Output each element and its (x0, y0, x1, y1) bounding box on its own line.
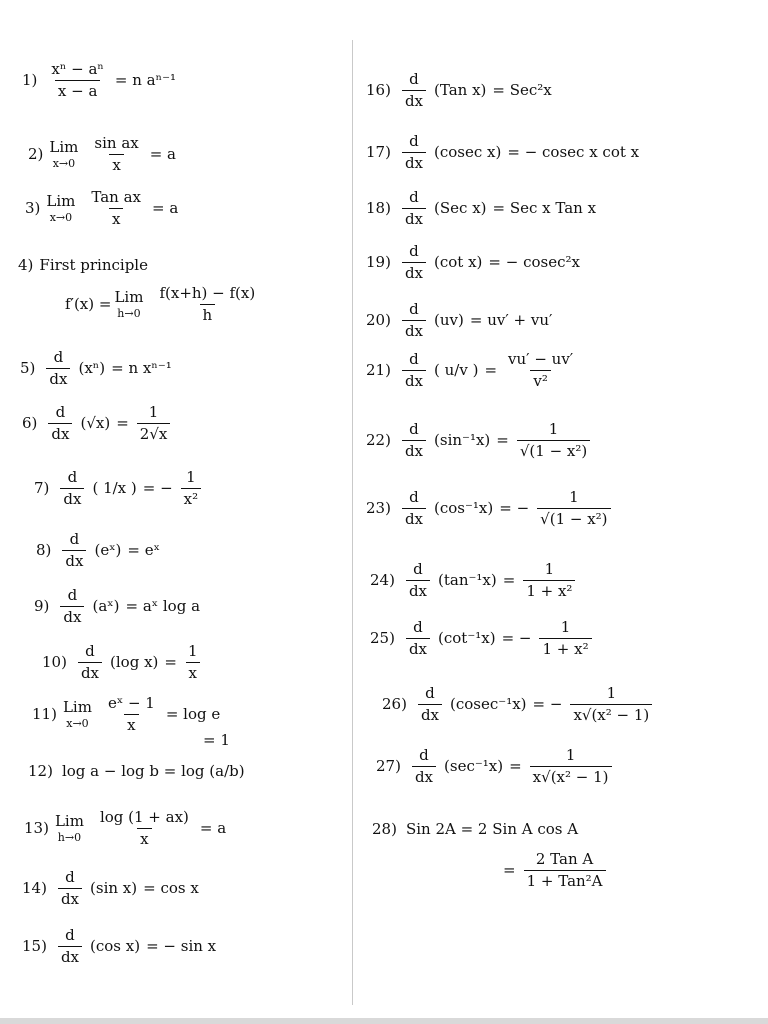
operand: (sin⁻¹x) (434, 431, 491, 449)
result-fraction (539, 620, 591, 657)
operand: ( 1/x ) (92, 479, 137, 497)
formula-number: 4) (18, 256, 34, 274)
operand: (aˣ) (92, 597, 120, 615)
formula-number: 24) (370, 571, 395, 589)
formula-13 (24, 810, 229, 847)
result: = cos x (143, 879, 199, 897)
operand: (uv) (434, 311, 464, 329)
formula-number: 15) (22, 937, 47, 955)
limit (46, 194, 75, 223)
formula-number: 22) (366, 431, 391, 449)
numerator: 1 (544, 560, 555, 578)
formula-8 (36, 532, 163, 569)
section-heading: First principle (39, 256, 148, 274)
limit (49, 140, 78, 169)
formula-9 (34, 588, 203, 625)
formula-number: 12) (28, 762, 53, 780)
numerator: d (65, 926, 75, 944)
equals: = − (499, 499, 530, 517)
limit-label: Lim (62, 698, 92, 716)
formula-20 (366, 302, 555, 339)
formula-11-continuation (200, 733, 233, 748)
numerator: d (67, 468, 78, 486)
formula-number: 25) (370, 629, 395, 647)
numerator: d (69, 530, 80, 548)
denominator: dx (402, 262, 426, 281)
result-fraction (530, 748, 612, 785)
numerator: d (55, 403, 66, 421)
operand: (xⁿ) (78, 359, 106, 377)
result-fraction (517, 422, 590, 459)
numerator: d (409, 488, 419, 506)
result: = − sin x (146, 937, 217, 955)
equals: = (116, 414, 129, 432)
formula-number: 6) (22, 414, 38, 432)
derivative-operator (46, 350, 70, 387)
numerator: d (409, 242, 419, 260)
operand: (sin x) (90, 879, 138, 897)
result: = log e (165, 705, 221, 723)
operand: (cosec⁻¹x) (450, 695, 527, 713)
result-fraction (523, 562, 575, 599)
numerator: d (409, 420, 419, 438)
column-divider (352, 40, 353, 1005)
denominator: 2√x (137, 423, 171, 442)
denominator: dx (402, 440, 426, 459)
denominator: dx (46, 368, 70, 387)
formula-12 (28, 764, 248, 779)
derivative-operator (48, 405, 72, 442)
denominator: dx (412, 766, 436, 785)
limit-sub: h→0 (57, 831, 82, 844)
numerator: d (53, 348, 64, 366)
identity: Sin 2A = 2 Sin A cos A (405, 820, 579, 838)
denominator: dx (48, 423, 72, 442)
denominator: x (109, 154, 123, 173)
denominator: x (109, 208, 123, 227)
denominator: dx (60, 606, 84, 625)
derivative-operator (58, 870, 82, 907)
numerator: 1 (186, 468, 196, 486)
result: = − cosec x cot x (507, 143, 640, 161)
derivative-operator (78, 644, 102, 681)
formula-23 (366, 490, 616, 527)
formula-number: 9) (34, 597, 50, 615)
formula-number: 5) (20, 359, 36, 377)
numerator: Tan ax (91, 188, 142, 206)
numerator: 1 (548, 420, 559, 438)
denominator: 1 + Tan²A (524, 870, 606, 889)
numerator: 1 (187, 642, 198, 660)
derivative-operator (406, 620, 430, 657)
operand: (cos x) (90, 937, 141, 955)
derivative-operator (418, 686, 442, 723)
numerator: log (1 + ax) (99, 808, 189, 826)
operand: (cos⁻¹x) (434, 499, 494, 517)
derivative-operator (60, 588, 84, 625)
formula-10 (42, 644, 206, 681)
denominator: 1 + x² (539, 638, 591, 657)
denominator: v² (530, 370, 551, 389)
denominator: dx (418, 704, 442, 723)
operand: (Sec x) (434, 199, 487, 217)
limit (55, 814, 84, 843)
operand: ( u/v ) (434, 361, 479, 379)
formula-4 (62, 286, 263, 323)
fraction (156, 286, 258, 323)
denominator: dx (78, 662, 102, 681)
equals: = (496, 431, 509, 449)
formula-18 (366, 190, 599, 227)
denominator: dx (60, 488, 84, 507)
result: = uv′ + vu′ (469, 311, 553, 329)
limit (114, 290, 143, 319)
result-fraction (505, 352, 576, 389)
numerator: f(x+h) − f(x) (159, 284, 256, 302)
formula-number: 10) (42, 653, 67, 671)
denominator: x² (181, 488, 201, 507)
denominator: 1 + x² (523, 580, 575, 599)
formula-24 (370, 562, 580, 599)
denominator: dx (406, 638, 430, 657)
fraction (91, 136, 141, 173)
formula-21 (366, 352, 581, 389)
result: = − cosec²x (488, 253, 580, 271)
equals: = (509, 757, 522, 775)
formula-28 (372, 822, 581, 837)
formula-22 (366, 422, 595, 459)
denominator: dx (402, 152, 426, 171)
result-fraction (181, 470, 201, 507)
derivative-operator (412, 748, 436, 785)
numerator: vu′ − uv′ (508, 350, 574, 368)
formula-11 (32, 696, 223, 733)
fraction (105, 696, 158, 733)
derivative-operator (62, 532, 86, 569)
numerator: d (409, 300, 419, 318)
derivative-operator (406, 562, 430, 599)
operand: (cot⁻¹x) (438, 629, 496, 647)
limit-sub: x→0 (66, 717, 89, 730)
limit-sub: x→0 (52, 157, 76, 170)
derivative-operator (402, 190, 426, 227)
formula-number: 17) (366, 143, 391, 161)
formula-3 (25, 190, 181, 227)
operand: (log x) (110, 653, 159, 671)
operand: (√x) (80, 414, 111, 432)
formula-number: 26) (382, 695, 407, 713)
denominator: dx (402, 320, 426, 339)
derivative-operator (402, 134, 426, 171)
limit (63, 700, 92, 729)
derivative-operator (58, 928, 82, 965)
formula-27 (376, 748, 617, 785)
formula-5 (20, 350, 175, 387)
operand: (eˣ) (94, 541, 122, 559)
denominator: dx (402, 90, 426, 109)
result-fraction (137, 405, 171, 442)
limit-label: Lim (49, 138, 79, 156)
equals: = (502, 571, 516, 589)
formula-16 (366, 72, 555, 109)
operand: (tan⁻¹x) (438, 571, 497, 589)
formula-number: 28) (372, 820, 397, 838)
formula-number: 23) (366, 499, 391, 517)
derivative-operator (402, 422, 426, 459)
limit-label: Lim (46, 192, 76, 210)
formula-19 (366, 244, 583, 281)
lhs: f′(x) = (65, 295, 112, 313)
derivative-operator (402, 302, 426, 339)
denominator: √(1 − x²) (517, 440, 590, 459)
result-fraction (570, 686, 652, 723)
numerator: d (419, 746, 429, 764)
numerator: 2 Tan A (535, 850, 594, 868)
formula-17 (366, 134, 642, 171)
formula-number: 27) (376, 757, 401, 775)
derivative-operator (402, 72, 426, 109)
denominator: √(1 − x²) (537, 508, 610, 527)
numerator: d (65, 868, 75, 886)
formula-number: 18) (366, 199, 391, 217)
derivative-operator (402, 490, 426, 527)
numerator: d (413, 560, 423, 578)
formula-28-continuation (500, 852, 611, 889)
operand: (cosec x) (434, 143, 502, 161)
result: = 1 (203, 731, 230, 749)
equals: = − (142, 479, 173, 497)
operand: (sec⁻¹x) (444, 757, 504, 775)
result: = Sec²x (492, 81, 552, 99)
limit-label: Lim (114, 288, 144, 306)
numerator: d (409, 132, 419, 150)
denominator: x − a (55, 80, 101, 99)
formula-number: 20) (366, 311, 391, 329)
derivative-operator (402, 244, 426, 281)
denominator: dx (402, 208, 426, 227)
derivative-operator (60, 470, 84, 507)
page-bottom-edge (0, 1018, 768, 1024)
equals: = (503, 861, 516, 879)
formula-number: 11) (32, 705, 57, 723)
result: = n aⁿ⁻¹ (114, 71, 177, 89)
formula-2 (28, 136, 179, 173)
formula-number: 14) (22, 879, 47, 897)
operand: (cot x) (434, 253, 483, 271)
formula-4-heading (18, 258, 148, 273)
denominator: h (200, 304, 216, 323)
numerator: 1 (148, 403, 159, 421)
formula-number: 7) (34, 479, 50, 497)
formula-6 (22, 405, 175, 442)
numerator: xⁿ − aⁿ (51, 60, 104, 78)
identity: log a − log b = log (a/b) (61, 762, 245, 780)
denominator: x (124, 714, 138, 733)
denominator: x√(x² − 1) (570, 704, 652, 723)
numerator: d (67, 586, 78, 604)
denominator: dx (406, 580, 430, 599)
derivative-operator (402, 352, 426, 389)
denominator: dx (402, 508, 426, 527)
result-fraction (524, 852, 606, 889)
limit-label: Lim (54, 812, 84, 830)
formula-14 (22, 870, 202, 907)
formula-26 (382, 686, 657, 723)
numerator: d (409, 188, 419, 206)
result: = Sec x Tan x (492, 199, 597, 217)
fraction (88, 190, 144, 227)
equals: = (484, 361, 498, 379)
formula-number: 2) (28, 145, 44, 163)
denominator: dx (62, 550, 86, 569)
result: = n xⁿ⁻¹ (111, 359, 172, 377)
formula-7 (34, 470, 206, 507)
limit-sub: x→0 (49, 211, 73, 224)
numerator: 1 (565, 746, 576, 764)
denominator: x (137, 828, 151, 847)
result: = eˣ (127, 541, 160, 559)
denominator: dx (58, 888, 82, 907)
result-fraction (537, 490, 610, 527)
result: = a (149, 145, 176, 163)
fraction (97, 810, 192, 847)
equals: = − (501, 629, 532, 647)
result: = aˣ log a (125, 597, 201, 615)
numerator: 1 (560, 618, 571, 636)
formula-1 (22, 62, 179, 99)
operand: (Tan x) (434, 81, 487, 99)
numerator: 1 (606, 684, 617, 702)
equals: = (164, 653, 177, 671)
numerator: d (413, 618, 423, 636)
formula-number: 19) (366, 253, 391, 271)
result: = a (152, 199, 179, 217)
denominator: x√(x² − 1) (530, 766, 612, 785)
denominator: x (186, 662, 200, 681)
numerator: eˣ − 1 (107, 694, 155, 712)
formula-25 (370, 620, 597, 657)
equals: = − (532, 695, 563, 713)
formula-number: 21) (366, 361, 391, 379)
numerator: 1 (569, 488, 579, 506)
denominator: dx (402, 370, 426, 389)
numerator: d (409, 350, 419, 368)
denominator: dx (58, 946, 82, 965)
formula-15 (22, 928, 219, 965)
numerator: d (409, 70, 419, 88)
result: = a (199, 819, 227, 837)
result-fraction (185, 644, 201, 681)
numerator: d (85, 642, 95, 660)
numerator: d (425, 684, 435, 702)
formula-number: 13) (24, 819, 49, 837)
formula-number: 8) (36, 541, 52, 559)
formula-number: 1) (22, 71, 38, 89)
formula-number: 16) (366, 81, 391, 99)
formula-number: 3) (25, 199, 41, 217)
numerator: sin ax (94, 134, 139, 152)
limit-sub: h→0 (117, 307, 141, 320)
fraction (48, 62, 107, 99)
